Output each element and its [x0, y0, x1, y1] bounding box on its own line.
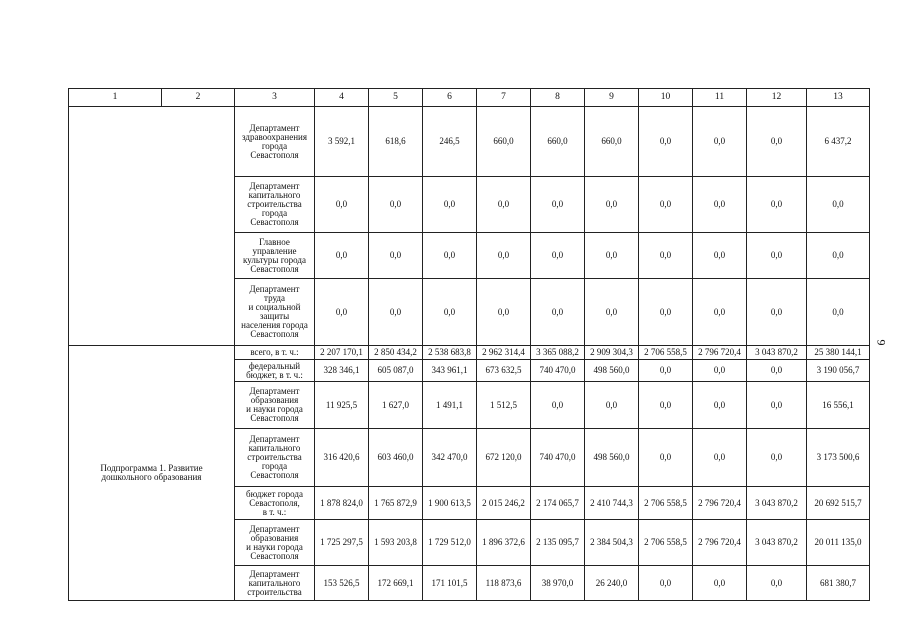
- value-cell: 2 796 720,4: [693, 487, 747, 520]
- value-cell: 2 015 246,2: [477, 487, 531, 520]
- header-cell: 3: [235, 89, 315, 107]
- value-cell: 3 592,1: [315, 107, 369, 177]
- value-cell: 0,0: [693, 107, 747, 177]
- value-cell: 2 538 683,8: [423, 346, 477, 360]
- value-cell: 0,0: [747, 177, 807, 233]
- row-label: Департамент образования и науки города Севастополя: [235, 520, 315, 566]
- value-cell: 1 896 372,6: [477, 520, 531, 566]
- value-cell: 0,0: [747, 107, 807, 177]
- value-cell: 0,0: [585, 177, 639, 233]
- value-cell: 0,0: [747, 279, 807, 346]
- value-cell: 342 470,0: [423, 429, 477, 487]
- value-cell: 0,0: [423, 177, 477, 233]
- row-label: Департамент капитального строительства города Севастополя: [235, 177, 315, 233]
- subprogram-label: Подпрограмма 1. Развитие дошкольного образования: [69, 346, 235, 601]
- value-cell: 618,6: [369, 107, 423, 177]
- value-cell: 0,0: [639, 107, 693, 177]
- value-cell: 0,0: [639, 566, 693, 601]
- value-cell: 20 011 135,0: [807, 520, 870, 566]
- value-cell: 2 706 558,5: [639, 346, 693, 360]
- value-cell: 2 796 720,4: [693, 346, 747, 360]
- value-cell: 0,0: [531, 177, 585, 233]
- value-cell: 0,0: [369, 233, 423, 279]
- value-cell: 3 043 870,2: [747, 520, 807, 566]
- value-cell: 0,0: [693, 177, 747, 233]
- value-cell: 153 526,5: [315, 566, 369, 601]
- value-cell: 1 627,0: [369, 382, 423, 429]
- value-cell: 2 850 434,2: [369, 346, 423, 360]
- value-cell: 672 120,0: [477, 429, 531, 487]
- value-cell: 0,0: [693, 566, 747, 601]
- value-cell: 6 437,2: [807, 107, 870, 177]
- header-cell: 11: [693, 89, 747, 107]
- value-cell: 0,0: [747, 382, 807, 429]
- table-row: [69, 346, 870, 360]
- value-cell: 740 470,0: [531, 429, 585, 487]
- row-label: Департамент образования и науки города Севастополя: [235, 382, 315, 429]
- value-cell: 0,0: [693, 360, 747, 382]
- value-cell: 1 491,1: [423, 382, 477, 429]
- row-label: Департамент капитального строительства города Севастополя: [235, 429, 315, 487]
- value-cell: 2 135 095,7: [531, 520, 585, 566]
- table-header-row: [69, 89, 870, 107]
- value-cell: 171 101,5: [423, 566, 477, 601]
- value-cell: 603 460,0: [369, 429, 423, 487]
- value-cell: 2 706 558,5: [639, 487, 693, 520]
- value-cell: 0,0: [747, 566, 807, 601]
- value-cell: 26 240,0: [585, 566, 639, 601]
- value-cell: 0,0: [585, 233, 639, 279]
- header-cell: 8: [531, 89, 585, 107]
- value-cell: 2 207 170,1: [315, 346, 369, 360]
- value-cell: 3 173 500,6: [807, 429, 870, 487]
- row-label: Главное управление культуры города Севастополя: [235, 233, 315, 279]
- value-cell: 0,0: [747, 429, 807, 487]
- value-cell: 3 043 870,2: [747, 346, 807, 360]
- value-cell: 0,0: [693, 279, 747, 346]
- value-cell: 2 962 314,4: [477, 346, 531, 360]
- value-cell: 11 925,5: [315, 382, 369, 429]
- value-cell: 0,0: [747, 360, 807, 382]
- value-cell: 1 512,5: [477, 382, 531, 429]
- value-cell: 20 692 515,7: [807, 487, 870, 520]
- value-cell: 0,0: [807, 279, 870, 346]
- value-cell: 681 380,7: [807, 566, 870, 601]
- value-cell: 0,0: [477, 233, 531, 279]
- value-cell: 2 410 744,3: [585, 487, 639, 520]
- table-row: [69, 107, 870, 177]
- value-cell: 0,0: [693, 233, 747, 279]
- value-cell: 740 470,0: [531, 360, 585, 382]
- value-cell: 2 796 720,4: [693, 520, 747, 566]
- header-cell: 4: [315, 89, 369, 107]
- value-cell: 1 900 613,5: [423, 487, 477, 520]
- header-cell: 12: [747, 89, 807, 107]
- row-label: федеральный бюджет, в т. ч.:: [235, 360, 315, 382]
- header-cell: 7: [477, 89, 531, 107]
- value-cell: 0,0: [639, 279, 693, 346]
- value-cell: 316 420,6: [315, 429, 369, 487]
- blank-cell: [69, 107, 235, 346]
- value-cell: 0,0: [639, 177, 693, 233]
- value-cell: 0,0: [639, 233, 693, 279]
- row-label: Департамент труда и социальной защиты населения города Севастополя: [235, 279, 315, 346]
- row-label: всего, в т. ч.:: [235, 346, 315, 360]
- value-cell: 1 725 297,5: [315, 520, 369, 566]
- value-cell: 0,0: [639, 382, 693, 429]
- value-cell: 328 346,1: [315, 360, 369, 382]
- value-cell: 246,5: [423, 107, 477, 177]
- value-cell: 2 706 558,5: [639, 520, 693, 566]
- value-cell: 0,0: [423, 233, 477, 279]
- header-cell: 1: [69, 89, 162, 107]
- header-cell: 6: [423, 89, 477, 107]
- row-label: Департамент здравоохранения города Севастополя: [235, 107, 315, 177]
- value-cell: 0,0: [477, 177, 531, 233]
- value-cell: 1 593 203,8: [369, 520, 423, 566]
- value-cell: 0,0: [693, 429, 747, 487]
- header-cell: 9: [585, 89, 639, 107]
- value-cell: 0,0: [315, 177, 369, 233]
- funding-table: [68, 88, 870, 601]
- value-cell: 0,0: [585, 382, 639, 429]
- value-cell: 0,0: [477, 279, 531, 346]
- value-cell: 16 556,1: [807, 382, 870, 429]
- value-cell: 660,0: [531, 107, 585, 177]
- value-cell: 2 384 504,3: [585, 520, 639, 566]
- value-cell: 0,0: [807, 177, 870, 233]
- value-cell: 673 632,5: [477, 360, 531, 382]
- value-cell: 0,0: [639, 360, 693, 382]
- value-cell: 0,0: [585, 279, 639, 346]
- value-cell: 25 380 144,1: [807, 346, 870, 360]
- value-cell: 498 560,0: [585, 429, 639, 487]
- value-cell: 3 365 088,2: [531, 346, 585, 360]
- value-cell: 1 729 512,0: [423, 520, 477, 566]
- value-cell: 0,0: [531, 279, 585, 346]
- value-cell: 0,0: [747, 233, 807, 279]
- value-cell: 0,0: [315, 233, 369, 279]
- value-cell: 2 174 065,7: [531, 487, 585, 520]
- value-cell: 172 669,1: [369, 566, 423, 601]
- row-label: бюджет города Севастополя, в т. ч.:: [235, 487, 315, 520]
- value-cell: 0,0: [531, 233, 585, 279]
- header-cell: 5: [369, 89, 423, 107]
- value-cell: 3 190 056,7: [807, 360, 870, 382]
- value-cell: 343 961,1: [423, 360, 477, 382]
- value-cell: 0,0: [423, 279, 477, 346]
- row-label: Департамент капитального строительства: [235, 566, 315, 601]
- value-cell: 660,0: [477, 107, 531, 177]
- value-cell: 0,0: [315, 279, 369, 346]
- page-number: 9: [874, 339, 889, 346]
- value-cell: 118 873,6: [477, 566, 531, 601]
- value-cell: 0,0: [807, 233, 870, 279]
- value-cell: 1 765 872,9: [369, 487, 423, 520]
- header-cell: 10: [639, 89, 693, 107]
- value-cell: 2 909 304,3: [585, 346, 639, 360]
- value-cell: 605 087,0: [369, 360, 423, 382]
- header-cell: 2: [162, 89, 235, 107]
- value-cell: 3 043 870,2: [747, 487, 807, 520]
- value-cell: 38 970,0: [531, 566, 585, 601]
- header-cell: 13: [807, 89, 870, 107]
- value-cell: 0,0: [693, 382, 747, 429]
- value-cell: 0,0: [531, 382, 585, 429]
- value-cell: 1 878 824,0: [315, 487, 369, 520]
- value-cell: 0,0: [369, 279, 423, 346]
- value-cell: 498 560,0: [585, 360, 639, 382]
- value-cell: 660,0: [585, 107, 639, 177]
- value-cell: 0,0: [639, 429, 693, 487]
- value-cell: 0,0: [369, 177, 423, 233]
